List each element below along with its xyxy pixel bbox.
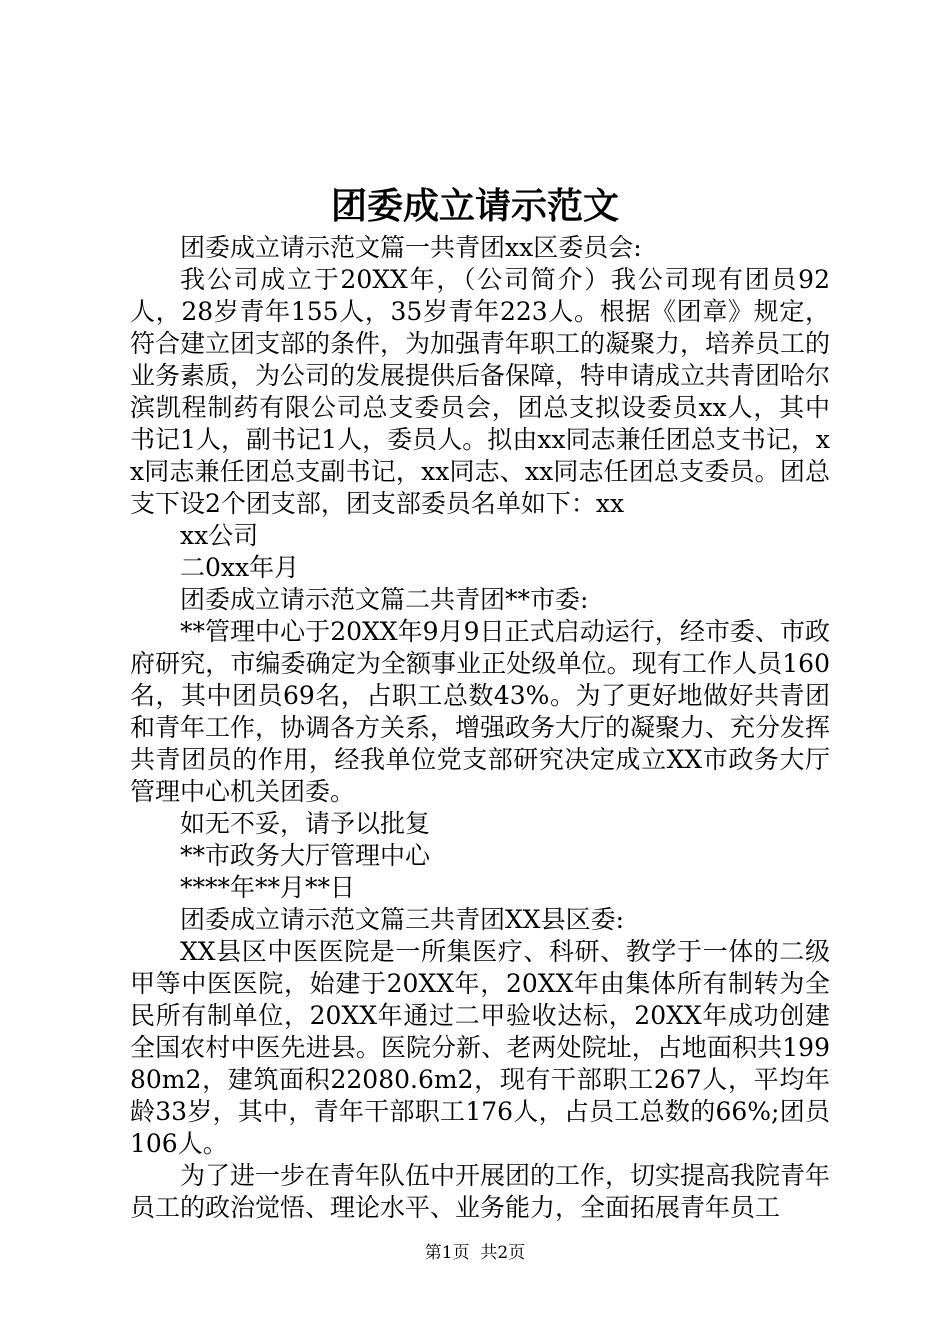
paragraph-section2-heading: 团委成立请示范文篇二共青团**市委: bbox=[180, 585, 589, 614]
page-total: 共2页 bbox=[480, 1243, 526, 1263]
document-title: 团委成立请示范文 bbox=[330, 186, 619, 227]
paragraph-section2-date: ****年**月**日 bbox=[180, 873, 356, 902]
paragraph-section1-body: 我公司成立于20XX年，（公司简介）我公司现有团员92人，28岁青年155人，35岁青年223人。根据《团章》规定，符合建立团支部的条件，为加强青年职工的凝聚力，培养员工的业务素质，为公司的发展提供后备保障，特申请成立共青团哈尔滨凯程制药有限公司总支委员会，团总支拟设委员xx人，其中书记1人，副书记1人，委员人。拟由xx同志兼任团总支书记，xx同志兼任团总支副书记，xx同志、xx同志任团总支委员。团总支下设2个团支部，团支部委员名单如下：xx bbox=[130, 265, 831, 518]
paragraph-section1-date: 二0xx年月 bbox=[180, 553, 300, 582]
paragraph-section1-heading: 团委成立请示范文篇一共青团xx区委员会: bbox=[180, 233, 642, 262]
paragraph-section3-body: XX县区中医医院是一所集医疗、科研、教学于一体的二级甲等中医医院，始建于20XX年，20XX年由集体所有制转为全民所有制单位，20XX年通过二甲验收达标，20XX年成功创建全国农村中医先进县。医院分新、老两处院址，占地面积共19980m2，建筑面积22080.6m2，现有干部职工267人，平均年龄33岁，其中，青年干部职工176人，占员工总数的66%;团员106人。 bbox=[130, 937, 830, 1158]
page-footer bbox=[0, 1240, 950, 1266]
page-number: 第1页 bbox=[424, 1243, 470, 1263]
paragraph-section2-request: 如无不妥，请予以批复 bbox=[180, 809, 431, 838]
paragraph-section2-body: **管理中心于20XX年9月9日正式启动运行，经市委、市政府研究，市编委确定为全额事业正处级单位。现有工作人员160名，其中团员69名，占职工总数43%。为了更好地做好共青团和青年工作，协调各方关系，增强政务大厅的凝聚力、充分发挥共青团员的作用，经我单位党支部研究决定成立XX市政务大厅管理中心机关团委。 bbox=[130, 617, 831, 806]
paragraph-section3-heading: 团委成立请示范文篇三共青团XX县区委: bbox=[180, 905, 625, 934]
paragraph-section1-signature: xx公司 bbox=[180, 521, 259, 550]
paragraph-section3-continuation: 为了进一步在青年队伍中开展团的工作，切实提高我院青年员工的政治觉悟、理论水平、业务能力，全面拓展青年员工 bbox=[130, 1161, 831, 1222]
paragraph-section2-signature: **市政务大厅管理中心 bbox=[180, 841, 431, 870]
document-body bbox=[130, 232, 830, 1224]
